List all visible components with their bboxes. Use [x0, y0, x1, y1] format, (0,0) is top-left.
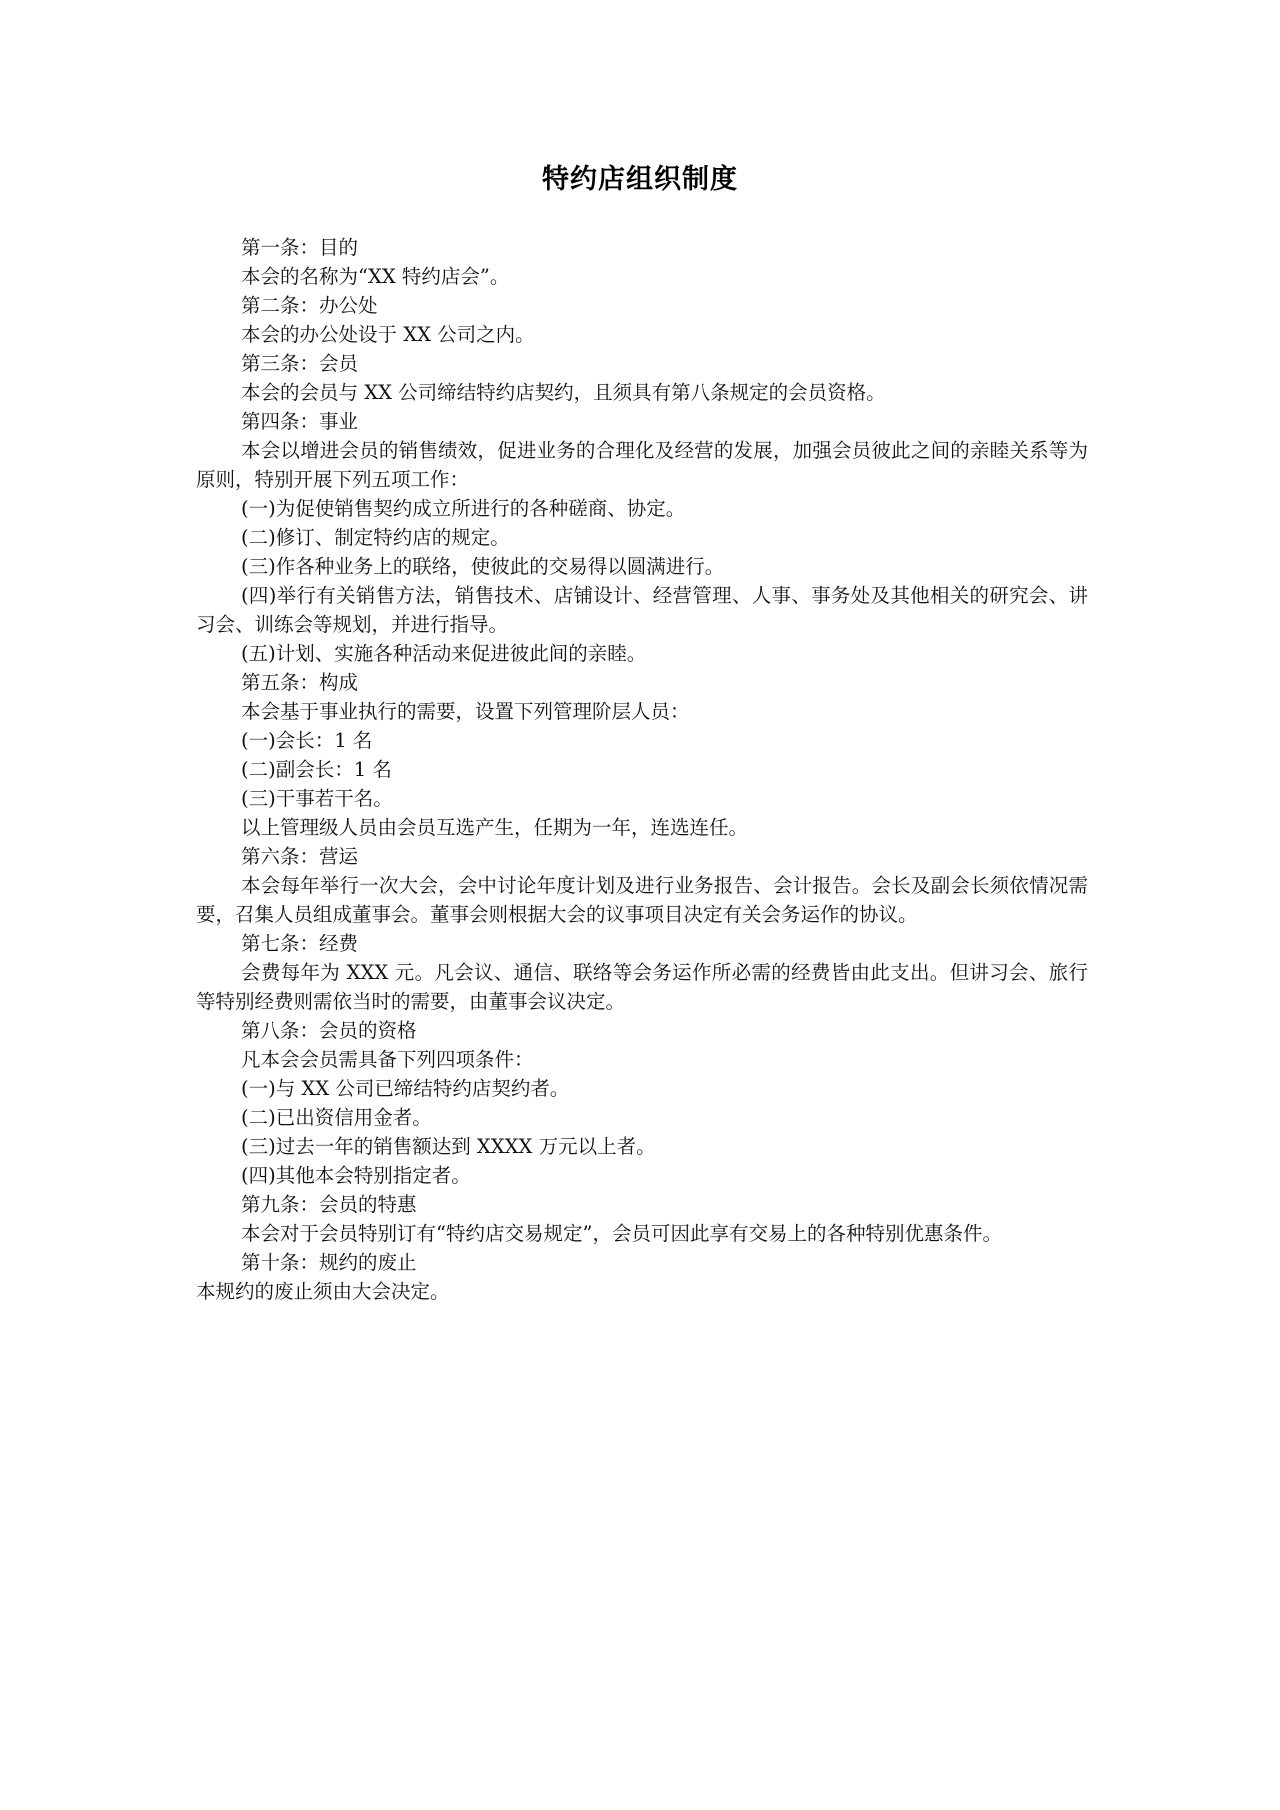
article-heading: 第十条：规约的废止	[241, 1251, 417, 1274]
list-item: (四)其他本会特别指定者。	[241, 1164, 471, 1187]
list-item: (三)作各种业务上的联络，使彼此的交易得以圆满进行。	[241, 555, 725, 578]
article-heading: 第四条：事业	[241, 410, 359, 433]
paragraph: 本规约的废止须由大会决定。	[196, 1280, 450, 1303]
paragraph: 凡本会会员需具备下列四项条件：	[241, 1048, 534, 1071]
paragraph: 以上管理级人员由会员互选产生，任期为一年，连选连任。	[241, 816, 749, 839]
document-title: 特约店组织制度	[542, 164, 738, 195]
paragraph: 本会每年举行一次大会，会中讨论年度计划及进行业务报告、会计报告。会长及副会长须依情况需要，召集人员组成董事会。董事会则根据大会的议事项目决定有关会务运作的协议。	[196, 874, 1088, 926]
list-item: (五)计划、实施各种活动来促进彼此间的亲睦。	[241, 642, 647, 665]
list-item: (二)修订、制定特约店的规定。	[241, 526, 510, 549]
paragraph: 本会的办公处设于 XX 公司之内。	[241, 323, 535, 346]
list-item: (一)与 XX 公司已缔结特约店契约者。	[241, 1077, 570, 1100]
article-heading: 第六条：营运	[241, 845, 359, 868]
paragraph: 会费每年为 XXX 元。凡会议、通信、联络等会务运作所必需的经费皆由此支出。但讲习会、旅行等特别经费则需依当时的需要，由董事会议决定。	[196, 961, 1088, 1013]
list-item: (二)副会长：1 名	[241, 758, 392, 781]
paragraph: 本会的会员与 XX 公司缔结特约店契约，且须具有第八条规定的会员资格。	[241, 381, 886, 404]
paragraph: 本会对于会员特别订有“特约店交易规定”，会员可因此享有交易上的各种特别优惠条件。	[241, 1222, 1002, 1245]
article-heading: 第八条：会员的资格	[241, 1019, 417, 1042]
list-item: (二)已出资信用金者。	[241, 1106, 432, 1129]
article-heading: 第一条：目的	[241, 236, 359, 259]
article-heading: 第七条：经费	[241, 932, 359, 955]
list-item: (一)为促使销售契约成立所进行的各种磋商、协定。	[241, 497, 686, 520]
paragraph: 本会基于事业执行的需要，设置下列管理阶层人员：	[241, 700, 690, 723]
article-heading: 第三条：会员	[241, 352, 359, 375]
list-item: (三)过去一年的销售额达到 XXXX 万元以上者。	[241, 1135, 656, 1158]
list-item: (一)会长：1 名	[241, 729, 373, 752]
list-item: (三)干事若干名。	[241, 787, 393, 810]
article-heading: 第二条：办公处	[241, 294, 378, 317]
list-item: (四)举行有关销售方法，销售技术、店铺设计、经营管理、人事、事务处及其他相关的研究会、讲习会、训练会等规划，并进行指导。	[196, 584, 1088, 636]
paragraph: 本会以增进会员的销售绩效，促进业务的合理化及经营的发展，加强会员彼此之间的亲睦关系等为原则，特别开展下列五项工作：	[196, 439, 1088, 491]
document-body	[196, 233, 1088, 1306]
article-heading: 第五条：构成	[241, 671, 359, 694]
paragraph: 本会的名称为“XX 特约店会”。	[241, 265, 510, 288]
article-heading: 第九条：会员的特惠	[241, 1193, 417, 1216]
